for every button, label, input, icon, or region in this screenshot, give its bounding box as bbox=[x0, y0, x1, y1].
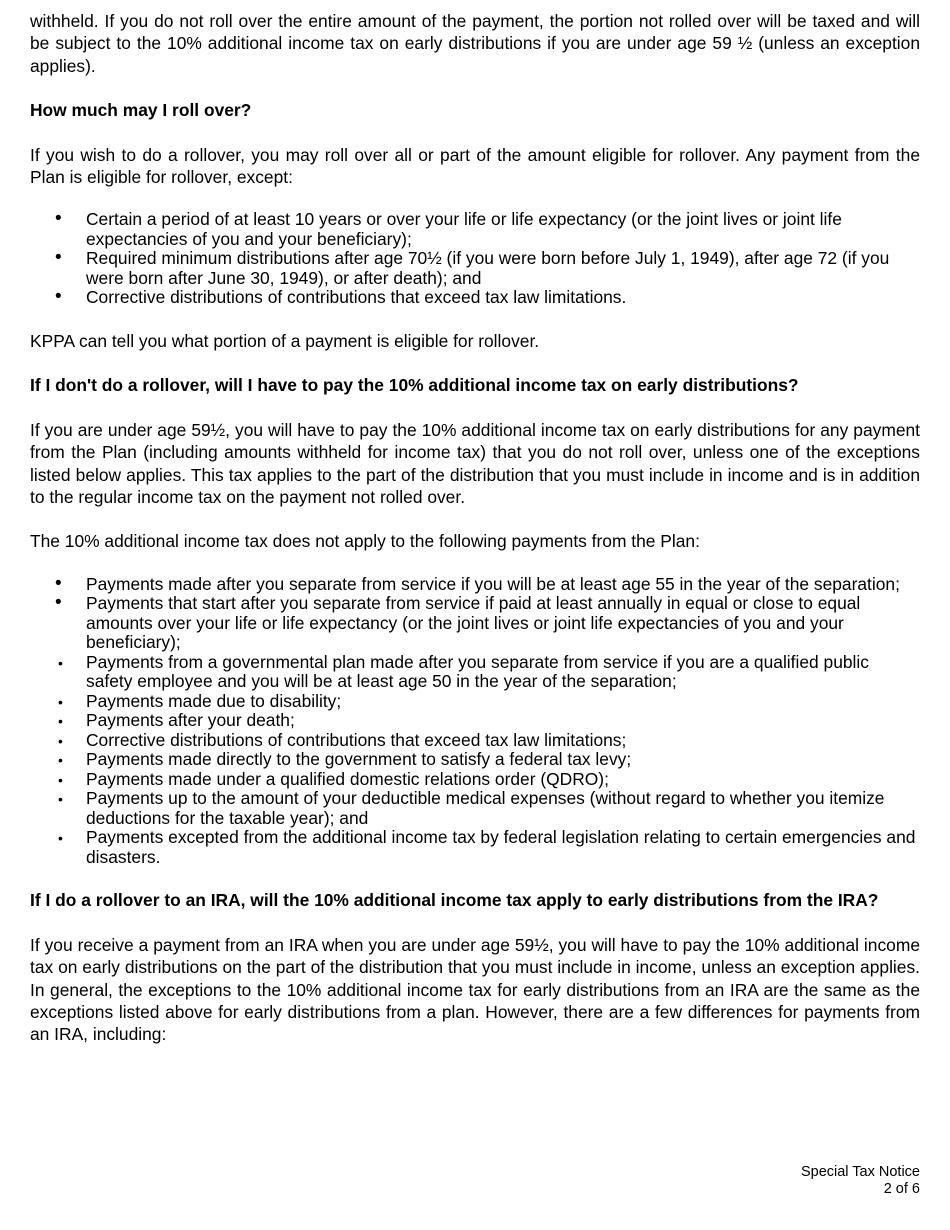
bullet-icon: • bbox=[55, 572, 62, 594]
tax-exceptions-list bbox=[30, 572, 920, 868]
bullet-icon: • bbox=[58, 693, 63, 710]
bullet-icon: • bbox=[55, 286, 62, 308]
heading-ira-rollover-tax: If I do a rollover to an IRA, will the 10% additional income tax apply to early distributions from the IRA? bbox=[30, 890, 879, 911]
bullet-icon: • bbox=[55, 247, 62, 269]
list-item: • Payments up to the amount of your deductible medical expenses (without regard to whether you itemize deductions for the taxable year); and bbox=[58, 788, 885, 828]
bullet-icon: • bbox=[58, 713, 63, 730]
heading-no-rollover-tax: If I don't do a rollover, will I have to pay the 10% additional income tax on early distributions? bbox=[30, 375, 799, 396]
list-item: • Payments made due to disability; bbox=[58, 690, 342, 711]
document-page bbox=[30, 10, 920, 1046]
bullet-icon: • bbox=[58, 791, 63, 808]
ira-paragraph: If you receive a payment from an IRA when you are under age 59½, you will have to pay the 10% additional income tax on early distributions on the part of the distribution that you must include in income, unless an exception applies. In general, the exceptions to the 10% additional income tax for early distributions from an IRA are the same as the exceptions listed above for early distributions from a plan. However, there are a few differences for payments from an IRA, including: bbox=[30, 934, 920, 1045]
list-item: • Certain a period of at least 10 years or over your life or life expectancy (or the joint lives or joint life expectancies of you and your beneficiary); bbox=[55, 208, 842, 249]
bullet-icon: • bbox=[58, 654, 63, 671]
bullet-icon: • bbox=[55, 592, 62, 614]
list-item: • Payments that start after you separate from service if paid at least annually in equal or close to equal amounts over your life or life expectancy (or the joint lives or joint life expectancies of you and your beneficiary); bbox=[55, 592, 861, 653]
bullet-icon: • bbox=[58, 830, 63, 847]
list-item: • Corrective distributions of contributions that exceed tax law limitations. bbox=[55, 286, 627, 308]
list-item: • Required minimum distributions after age 70½ (if you were born before July 1, 1949), after age 72 (if you were born after June 30, 1949), or after death); and bbox=[55, 247, 890, 288]
early-distribution-paragraph: If you are under age 59½, you will have to pay the 10% additional income tax on early distributions for any payment from the Plan (including amounts withheld for income tax) that you do not roll over, unless one of the exceptions listed below applies. This tax applies to the part of the distribution that you must include in income and is in addition to the regular income tax on the payment not rolled over. bbox=[30, 419, 920, 507]
list-item: • Payments excepted from the additional income tax by federal legislation relating to certain emergencies and disasters. bbox=[58, 827, 916, 867]
list-item: • Payments made under a qualified domestic relations order (QDRO); bbox=[58, 768, 609, 789]
rollover-exceptions-list bbox=[30, 210, 920, 308]
page-footer bbox=[801, 1164, 920, 1198]
list-item: • Payments from a governmental plan made after you separate from service if you are a qualified public safety employee and you will be at least age 50 in the year of the separation; bbox=[58, 651, 869, 692]
list-item: • Payments made after you separate from service if you will be at least age 55 in the year of the separation; bbox=[55, 572, 900, 594]
kppa-paragraph: KPPA can tell you what portion of a payment is eligible for rollover. bbox=[30, 330, 540, 351]
page-number: 2 of 6 bbox=[883, 1181, 920, 1197]
list-item: • Corrective distributions of contributions that exceed tax law limitations; bbox=[58, 729, 627, 750]
bullet-icon: • bbox=[58, 752, 63, 769]
list-item: • Payments after your death; bbox=[58, 710, 295, 731]
footer-title: Special Tax Notice bbox=[800, 1164, 920, 1180]
rollover-eligibility-paragraph: If you wish to do a rollover, you may roll over all or part of the amount eligible for rollover. Any payment from the Plan is eligible for rollover, except: bbox=[30, 144, 920, 188]
bullet-icon: • bbox=[58, 771, 63, 788]
list-item: • Payments made directly to the government to satisfy a federal tax levy; bbox=[58, 749, 632, 770]
bullet-icon: • bbox=[55, 208, 62, 230]
heading-how-much-rollover: How much may I roll over? bbox=[30, 100, 252, 121]
exceptions-lead-paragraph: The 10% additional income tax does not apply to the following payments from the Plan: bbox=[30, 531, 700, 552]
intro-paragraph: withheld. If you do not roll over the entire amount of the payment, the portion not rolled over will be taxed and will be subject to the 10% additional income tax on early distributions if you are under age 59 ½ (unless an exception applies). bbox=[30, 11, 920, 76]
bullet-icon: • bbox=[58, 732, 63, 749]
